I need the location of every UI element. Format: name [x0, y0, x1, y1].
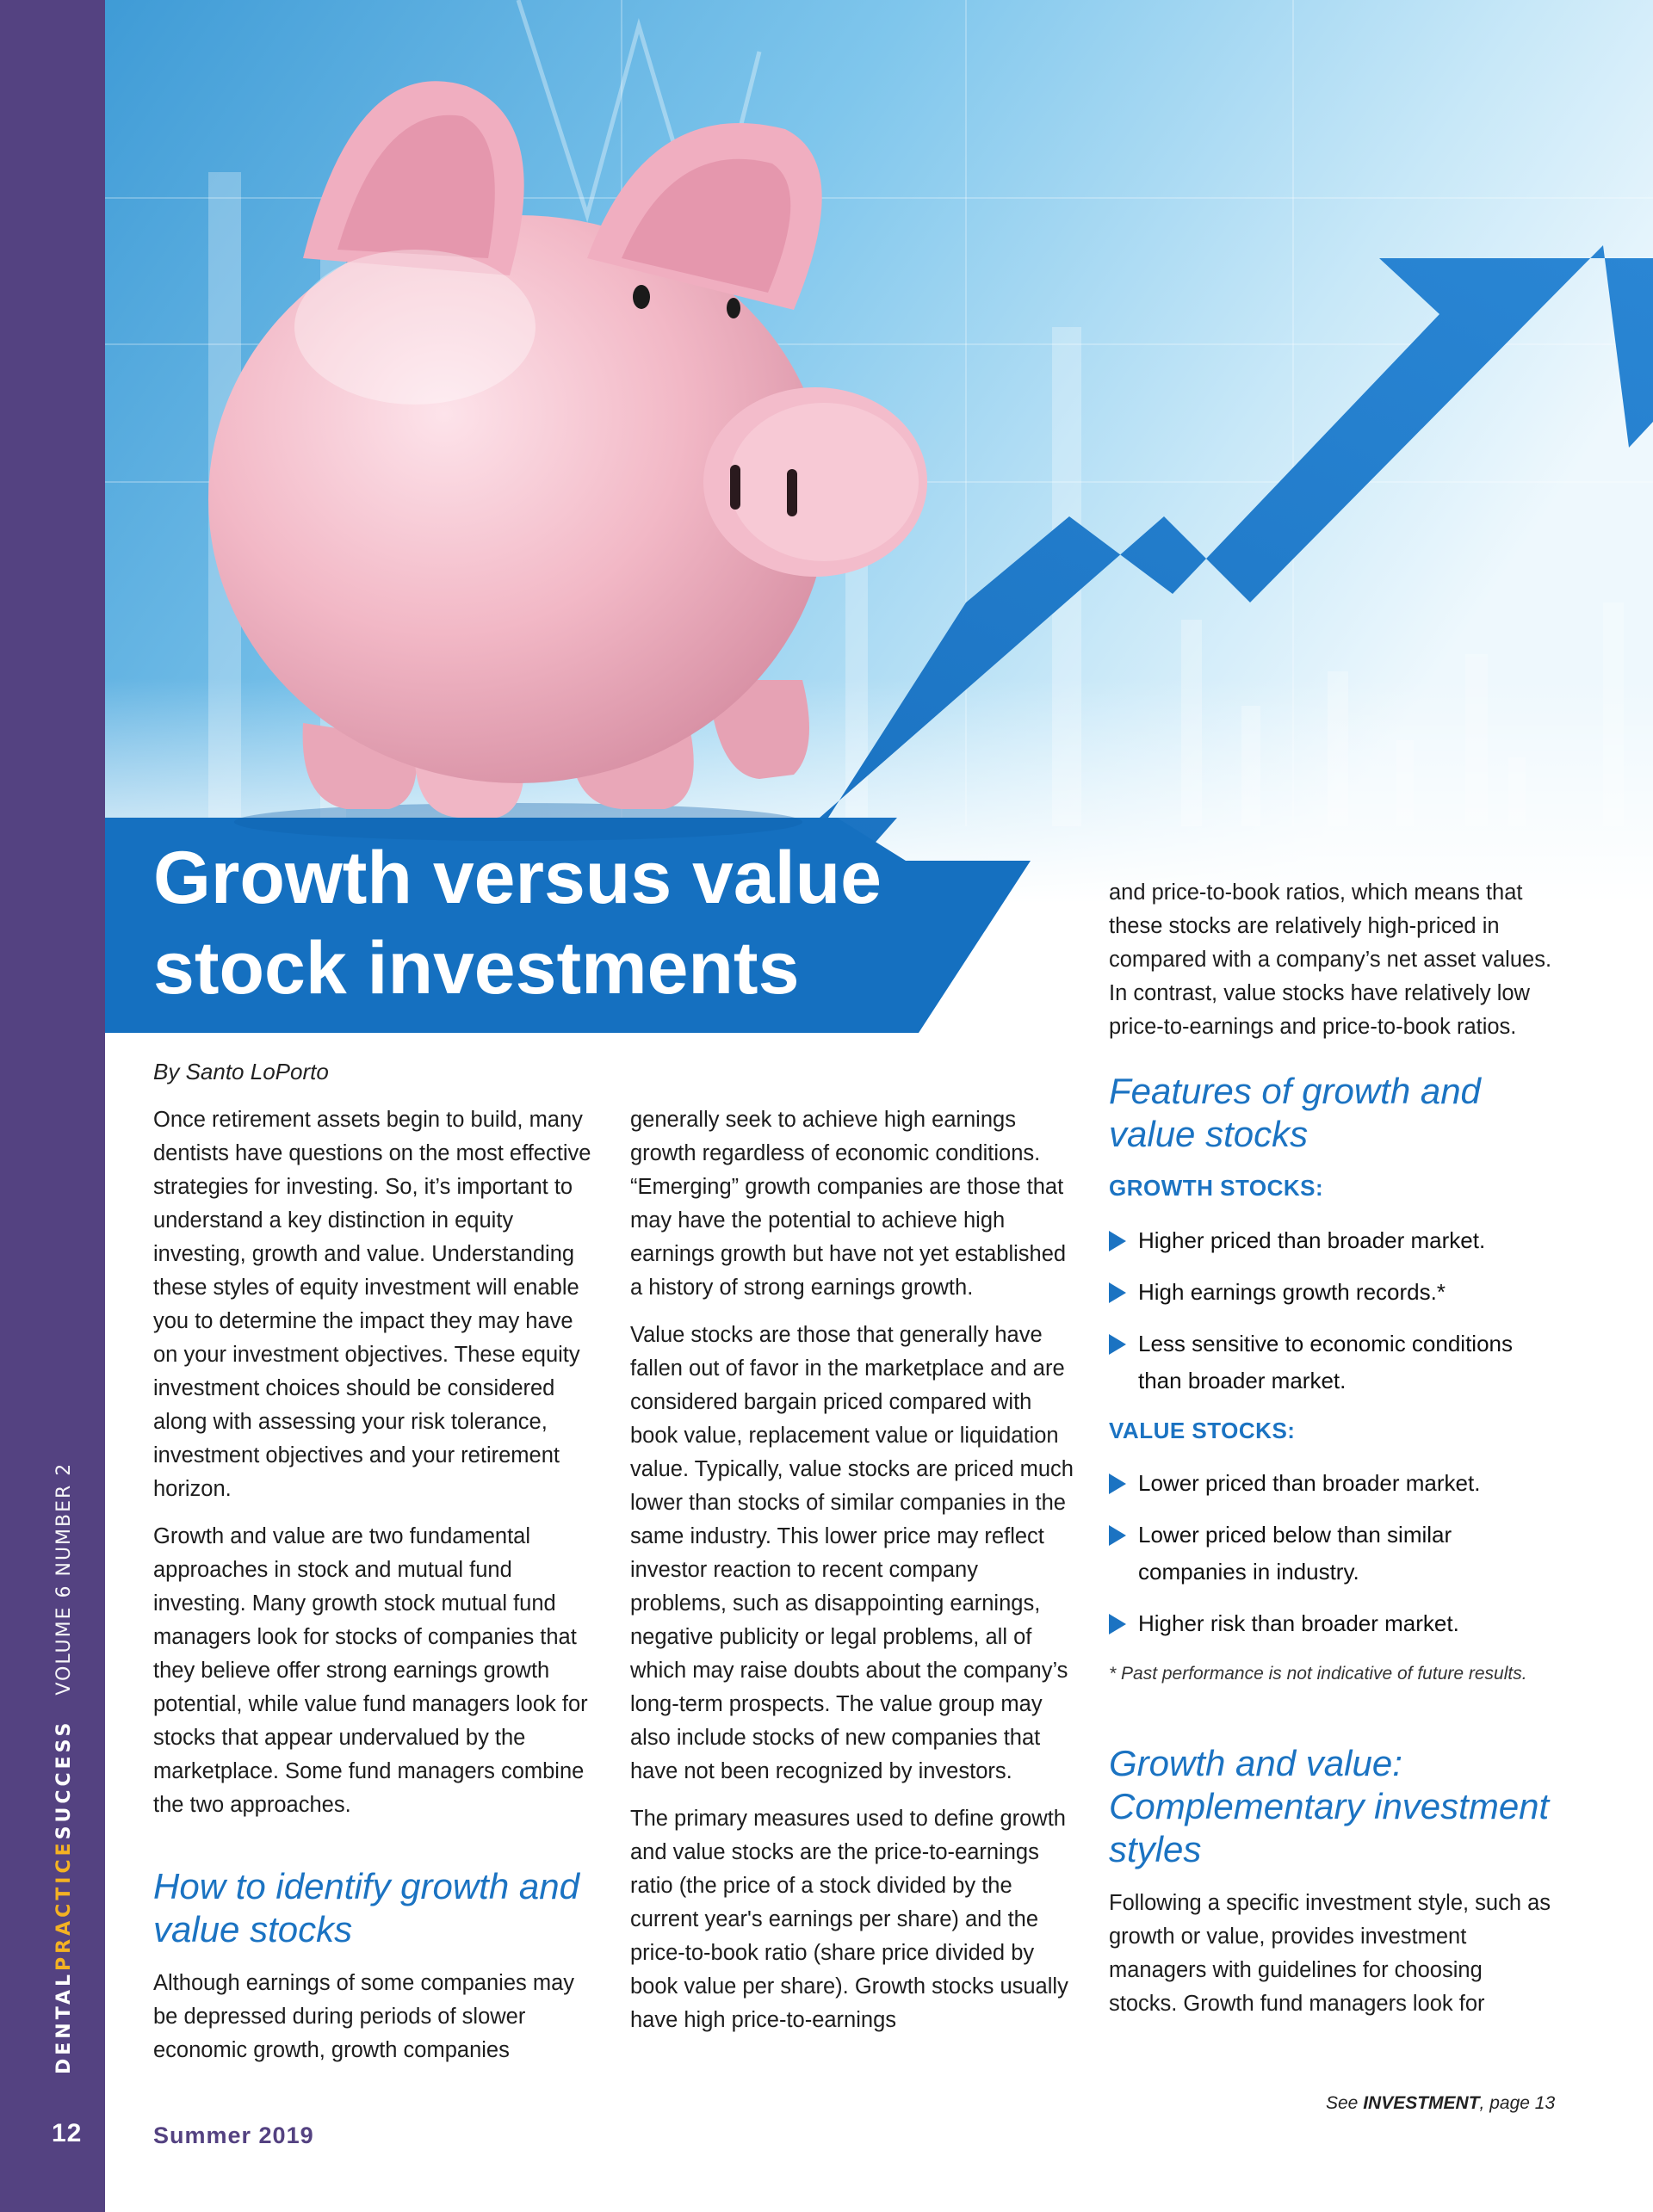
triangle-bullet-icon: [1109, 1614, 1126, 1634]
continuation-reference: [1326, 2093, 1555, 2114]
paragraph: Value stocks are those that generally have fallen out of favor in the marketplace and are considered bargain priced compared with book value, replacement value or liquidation value. Typically, value stocks are priced much lower than stocks of similar companies in the same industry. This lower price may reflect investor reaction to recent company problems, such as disappointing earnings, negative publicity or legal problems, all of which may raise doubts about the company’s long-term prospects. The value group may also include stocks of new companies that have not been recognized by investors.: [630, 1323, 1074, 1783]
paragraph: Growth and value are two fundamental approaches in stock and mutual fund investing. Many growth stock mutual fund managers look for stocks of companies that they believe offer strong earnings growth potential, while value fund managers look for stocks that appear undervalued by the marketplace. Some fund managers combine the two approaches.: [153, 1524, 588, 1817]
issue-date: Summer 2019: [153, 2122, 314, 2148]
column-1: [153, 1103, 601, 2081]
column-2: [630, 1103, 1078, 2051]
list-item-text: Lower priced below than similar companies in industry.: [1138, 1522, 1452, 1585]
footnote: * Past performance is not indicative of future results.: [1109, 1664, 1527, 1684]
title-line-1: Growth versus value: [153, 837, 882, 919]
triangle-bullet-icon: [1109, 1474, 1126, 1494]
list-item-text: Lower priced than broader market.: [1138, 1470, 1481, 1496]
triangle-bullet-icon: [1109, 1231, 1126, 1251]
paragraph: and price-to-book ratios, which means that these stocks are relatively high-priced in compared with a company’s net asset values. In contrast, value stocks have relatively low price-to-earnings and price-to-book ratios.: [1109, 880, 1552, 1039]
pig-nostril-left: [730, 465, 740, 510]
paragraph: Following a specific investment style, such as growth or value, provides investment managers with guidelines for choosing stocks. Growth fund managers look for: [1109, 1891, 1551, 2016]
value-features-list: [1109, 1465, 1557, 1642]
list-item: [1109, 1222, 1557, 1259]
growth-features-list: [1109, 1222, 1557, 1399]
continuation-target: INVESTMENT: [1363, 2093, 1480, 2113]
spine-text: [47, 1386, 82, 2074]
growth-stocks-label: GROWTH STOCKS:: [1109, 1175, 1324, 1201]
column-3: [1109, 876, 1557, 2035]
continuation-suffix: , page 13: [1479, 2093, 1556, 2113]
subhead-features: Features of growth and value stocks: [1109, 1071, 1481, 1154]
byline: By Santo LoPorto: [153, 1059, 329, 1084]
list-item-text: Higher priced than broader market.: [1138, 1227, 1486, 1253]
paragraph: Although earnings of some companies may be depressed during periods of slower economic growth, growth companies: [153, 1971, 575, 2062]
page-number: 12: [52, 2119, 83, 2147]
paragraph: Once retirement assets begin to build, many dentists have questions on the most effective strategies for investing. So, it’s important to understand a key distinction in equity investing, growth and value. Understanding these styles of equity investment will enable you to determine the impact they may have on your investment objectives. These equity investment choices should be considered along with assessing your risk tolerance, investment objectives and your retirement horizon.: [153, 1108, 591, 1501]
brand-part-dental: DENTAL: [53, 1970, 75, 2074]
pig-eye-left: [633, 285, 650, 309]
list-item: [1109, 1517, 1557, 1591]
list-item: [1109, 1465, 1557, 1502]
list-item: [1109, 1325, 1557, 1399]
continuation-prefix: See: [1326, 2093, 1364, 2113]
pig-highlight: [294, 250, 536, 405]
paragraph: generally seek to achieve high earnings growth regardless of economic conditions. “Emerging” growth companies are those that may have the potential to achieve high earnings growth but have not yet established a history of strong earnings growth.: [630, 1108, 1067, 1300]
triangle-bullet-icon: [1109, 1334, 1126, 1355]
list-item-text: Less sensitive to economic conditions than broader market.: [1138, 1331, 1514, 1393]
subhead-complementary: Growth and value: Complementary investment styles: [1109, 1743, 1550, 1869]
list-item-text: High earnings growth records.*: [1138, 1279, 1446, 1305]
brand-part-success: SUCCESS: [53, 1719, 75, 1840]
value-stocks-label: VALUE STOCKS:: [1109, 1418, 1296, 1443]
list-item-text: Higher risk than broader market.: [1138, 1610, 1459, 1636]
triangle-bullet-icon: [1109, 1525, 1126, 1546]
brand-part-practice: PRACTICE: [53, 1839, 75, 1971]
list-item: [1109, 1605, 1557, 1642]
pig-nostril-right: [787, 469, 797, 516]
list-item: [1109, 1274, 1557, 1311]
article-title: [153, 833, 882, 1014]
paragraph: The primary measures used to define growth and value stocks are the price-to-earnings ratio (the price of a stock divided by the current year's earnings per share) and the price-to-book ratio (share price divided by book value per share). Growth stocks usually have high price-to-earnings: [630, 1807, 1068, 2032]
title-line-2: stock investments: [153, 927, 800, 1010]
volume-label: VOLUME 6 NUMBER 2: [53, 1461, 75, 1696]
triangle-bullet-icon: [1109, 1282, 1126, 1303]
pig-eye-right: [727, 298, 740, 318]
subhead-identify: How to identify growth and value stocks: [153, 1866, 579, 1949]
